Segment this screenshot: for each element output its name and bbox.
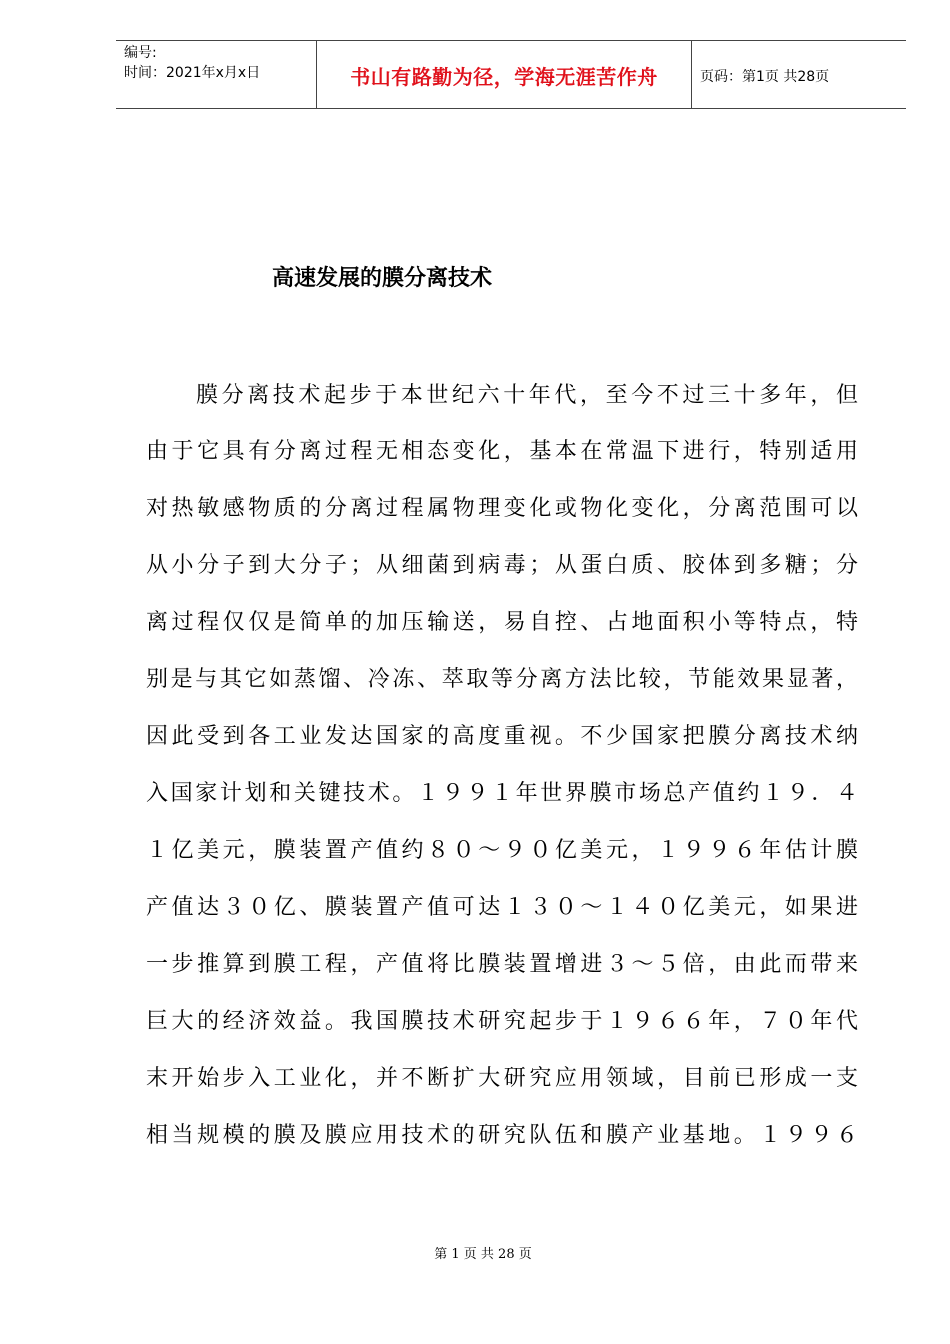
body-line: 末开始步入工业化，并不断扩大研究应用领域，目前已形成一支: [146, 1066, 858, 1091]
body-line: 入国家计划和关键技术。１９９１年世界膜市场总产值约１９．４: [146, 781, 858, 806]
body-line: 对热敏感物质的分离过程属物理变化或物化变化，分离范围可以: [146, 496, 858, 521]
header-page-info: 页码：第1页 共28页: [700, 69, 830, 85]
body-line: 由于它具有分离过程无相态变化，基本在常温下进行，特别适用: [146, 439, 858, 464]
header-page-cell: [692, 41, 906, 108]
body-line: 巨大的经济效益。我国膜技术研究起步于１９６６年，７０年代: [146, 1009, 858, 1034]
header-motto-cell: [316, 41, 692, 108]
body-line: １亿美元，膜装置产值约８０～９０亿美元，１９９６年估计膜: [146, 838, 858, 863]
body-line: 因此受到各工业发达国家的高度重视。不少国家把膜分离技术纳: [146, 724, 858, 749]
body-line: 从小分子到大分子；从细菌到病毒；从蛋白质、胶体到多糖；分: [146, 553, 858, 578]
header-motto: 书山有路勤为径，学海无涯苦作舟: [350, 65, 658, 89]
page-header: [116, 40, 906, 109]
body-line: 离过程仅仅是简单的加压输送，易自控、占地面积小等特点，特: [146, 610, 858, 635]
body-line: 一步推算到膜工程，产值将比膜装置增进３～５倍，由此而带来: [146, 952, 858, 977]
document-number-label: 编号:: [124, 45, 157, 61]
header-meta-cell: [116, 41, 316, 108]
body-line: 膜分离技术起步于本世纪六十年代，至今不过三十多年，但: [196, 383, 858, 408]
document-time-label: 时间：2021年x月x日: [124, 65, 261, 81]
body-line: 别是与其它如蒸馏、冷冻、萃取等分离方法比较，节能效果显著，: [146, 667, 858, 692]
body-line: 产值达３０亿、膜装置产值可达１３０～１４０亿美元，如果进: [146, 895, 858, 920]
page-footer: 第 1 页 共 28 页: [434, 1247, 532, 1262]
body-line: 相当规模的膜及膜应用技术的研究队伍和膜产业基地。１９９６: [146, 1123, 858, 1148]
document-title: 高速发展的膜分离技术: [272, 266, 493, 291]
